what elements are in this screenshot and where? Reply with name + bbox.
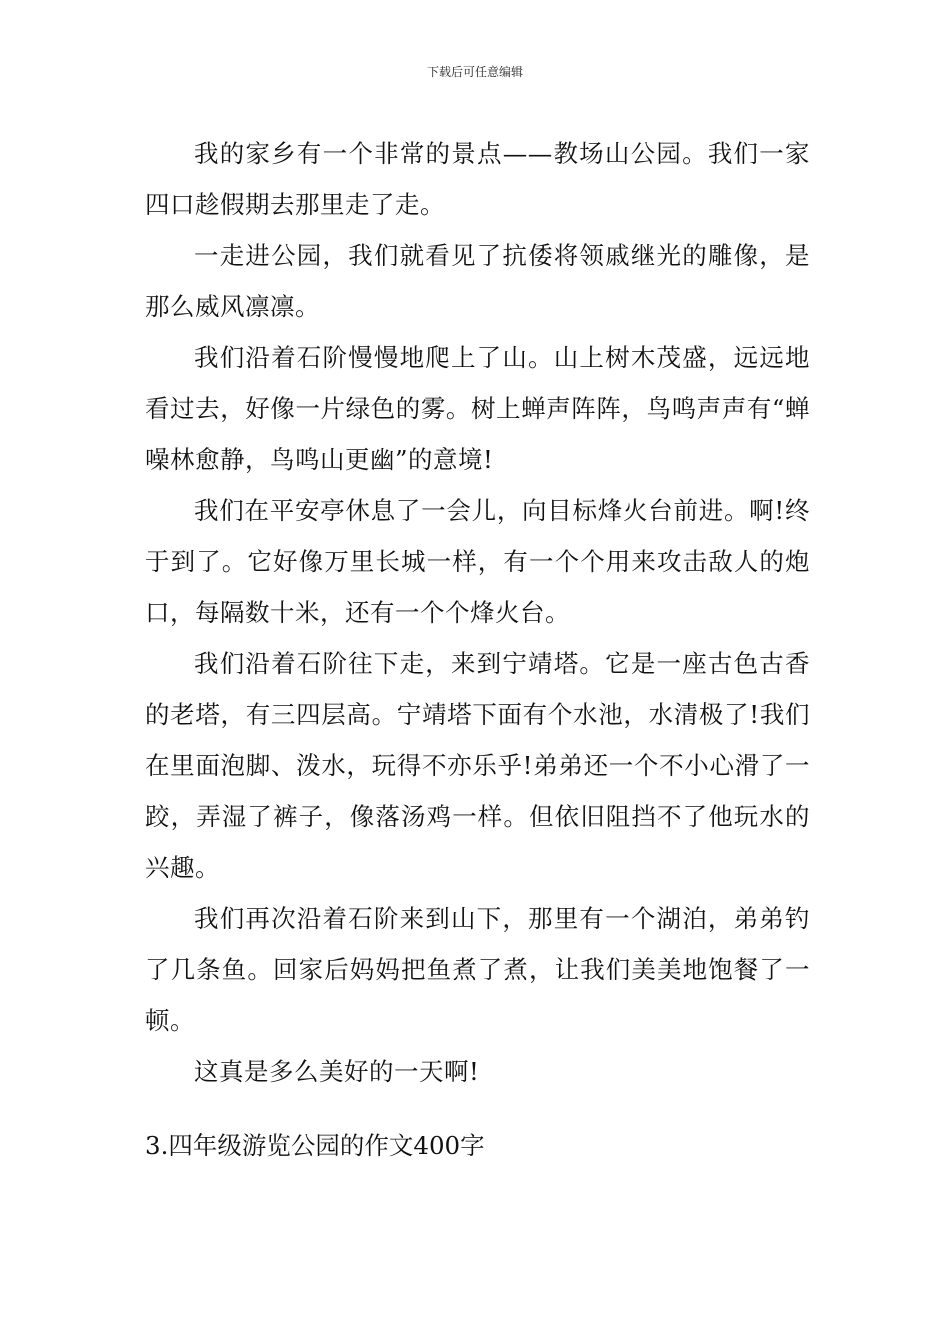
essay-paragraph-5: 我们沿着石阶往下走，来到宁靖塔。它是一座古色古香的老塔，有三四层高。宁靖塔下面有个水池，水清极了!我们在里面泡脚、泼水，玩得不亦乐乎!弟弟还一个不小心滑了一跤，弄湿了裤子，像落汤鸡一样。但依旧阻挡不了他玩水的兴趣。 xyxy=(145,649,810,882)
essay-paragraph-4: 我们在平安亭休息了一会儿，向目标烽火台前进。啊!终于到了。它好像万里长城一样，有一个个用来攻击敌人的炮口，每隔数十米，还有一个个烽火台。 xyxy=(145,496,810,627)
essay-paragraph-3: 我们沿着石阶慢慢地爬上了山。山上树木茂盛，远远地看过去，好像一片绿色的雾。树上蝉声阵阵，鸟鸣声声有“蝉噪林愈静，鸟鸣山更幽”的意境! xyxy=(145,343,810,474)
section-heading: 3.四年级游览公园的作文400字 xyxy=(145,1131,485,1160)
essay-paragraph-2: 一走进公园，我们就看见了抗倭将领戚继光的雕像，是那么威风凛凛。 xyxy=(145,241,810,321)
essay-paragraph-7: 这真是多么美好的一天啊! xyxy=(194,1057,480,1086)
essay-body xyxy=(145,128,810,1097)
page-header-note: 下载后可任意编辑 xyxy=(426,65,523,79)
essay-paragraph-6: 我们再次沿着石阶来到山下，那里有一个湖泊，弟弟钓了几条鱼。回家后妈妈把鱼煮了煮，让我们美美地饱餐了一顿。 xyxy=(145,904,810,1035)
essay-paragraph-1: 我的家乡有一个非常的景点——教场山公园。我们一家四口趁假期去那里走了走。 xyxy=(145,139,810,219)
